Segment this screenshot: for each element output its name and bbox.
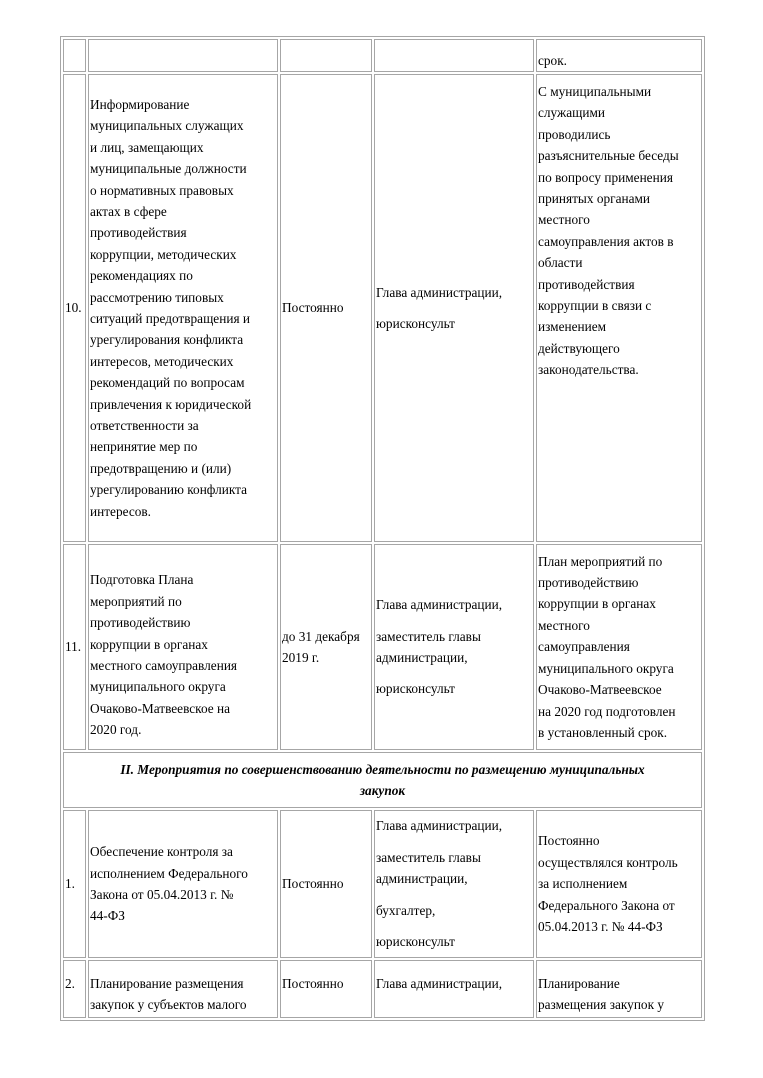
event-line: Подготовка Плана bbox=[90, 572, 194, 588]
result-line: законодательства. bbox=[538, 362, 639, 378]
term-text: Постоянно bbox=[282, 876, 344, 892]
event-cell bbox=[88, 960, 278, 1018]
responsible-line: юрисконсульт bbox=[376, 681, 455, 697]
result-line: противодействия bbox=[538, 276, 635, 292]
result-line: Планирование bbox=[538, 976, 620, 991]
term-line: 2019 г. bbox=[282, 650, 320, 665]
event-cell bbox=[88, 39, 278, 72]
result-line: С муниципальными bbox=[538, 84, 652, 99]
event-line: и лиц, замещающих bbox=[90, 139, 204, 155]
event-line: коррупции, методических bbox=[90, 246, 237, 262]
section-heading bbox=[63, 752, 702, 808]
result-line: размещения закупок у bbox=[538, 997, 665, 1013]
responsible-line: Глава администрации, bbox=[376, 284, 503, 300]
result-line: Очаково-Матвеевское bbox=[538, 682, 662, 698]
event-line: Очаково-Матвеевское на bbox=[90, 700, 231, 716]
result-cell bbox=[536, 74, 702, 542]
term-line: до 31 декабря bbox=[282, 628, 360, 644]
responsible-line: юрисконсульт bbox=[376, 934, 455, 950]
row-number-cell bbox=[63, 544, 86, 750]
section-heading-row bbox=[63, 752, 702, 808]
event-line: противодействия bbox=[90, 225, 187, 241]
result-cell bbox=[536, 960, 702, 1018]
result-line: 05.04.2013 г. № 44-ФЗ bbox=[538, 919, 663, 935]
result-line: разъяснительные беседы bbox=[538, 148, 679, 164]
term-cell bbox=[280, 74, 372, 542]
result-line: служащими bbox=[538, 105, 605, 121]
result-line: области bbox=[538, 255, 583, 271]
event-line: урегулированию конфликта bbox=[90, 482, 248, 498]
event-line: рассмотрению типовых bbox=[90, 289, 224, 305]
table-row bbox=[63, 544, 702, 750]
event-line: урегулирования конфликта bbox=[90, 332, 244, 348]
event-line: Информирование bbox=[90, 96, 190, 112]
row-number: 2. bbox=[65, 976, 75, 991]
event-cell bbox=[88, 810, 278, 958]
table-row bbox=[63, 960, 702, 1018]
event-line: Планирование размещения bbox=[90, 976, 244, 991]
result-line: Федерального Закона от bbox=[538, 897, 675, 913]
term-text: Постоянно bbox=[282, 976, 344, 991]
result-line: коррупции в связи с bbox=[538, 298, 652, 314]
term-text: Постоянно bbox=[282, 300, 344, 316]
event-line: интересов. bbox=[90, 503, 151, 519]
responsible-text: Глава администрации, bbox=[376, 976, 503, 991]
row-number: 10. bbox=[65, 300, 82, 316]
result-cell bbox=[536, 810, 702, 958]
result-cell bbox=[536, 39, 702, 72]
event-line: Закона от 05.04.2013 г. № bbox=[90, 887, 234, 902]
event-line: муниципальные должности bbox=[90, 161, 247, 177]
event-line: ответственности за bbox=[90, 418, 199, 434]
event-line: мероприятий по bbox=[90, 593, 182, 609]
result-line: действующего bbox=[538, 340, 620, 356]
responsible-cell bbox=[374, 810, 534, 958]
event-line: коррупции в органах bbox=[90, 636, 208, 652]
responsible-line: юрисконсульт bbox=[376, 316, 455, 331]
result-text: срок. bbox=[538, 52, 567, 68]
term-cell bbox=[280, 960, 372, 1018]
result-line: в установленный срок. bbox=[538, 724, 668, 740]
event-line: местного самоуправления bbox=[90, 658, 238, 673]
result-line: за исполнением bbox=[538, 876, 628, 892]
event-cell bbox=[88, 544, 278, 750]
responsible-line: Глава администрации, bbox=[376, 597, 503, 613]
responsible-line: администрации, bbox=[376, 650, 468, 665]
responsible-line: Глава администрации, bbox=[376, 818, 503, 834]
responsible-cell bbox=[374, 39, 534, 72]
row-number-cell bbox=[63, 960, 86, 1018]
event-line: исполнением Федерального bbox=[90, 865, 248, 881]
section-heading-line: II. Мероприятия по совершенствованию деятельности по размещению муниципальных bbox=[120, 761, 645, 777]
result-line: коррупции в органах bbox=[538, 596, 656, 612]
event-line: муниципального округа bbox=[90, 679, 226, 695]
event-line: Обеспечение контроля за bbox=[90, 844, 233, 860]
result-line: проводились bbox=[538, 126, 611, 142]
responsible-cell bbox=[374, 544, 534, 750]
responsible-line: заместитель главы bbox=[376, 849, 481, 865]
event-cell bbox=[88, 74, 278, 542]
responsible-line: администрации, bbox=[376, 871, 468, 887]
event-line: о нормативных правовых bbox=[90, 182, 234, 198]
section-heading-line: закупок bbox=[359, 783, 406, 798]
event-line: муниципальных служащих bbox=[90, 118, 244, 134]
result-line: муниципального округа bbox=[538, 660, 674, 676]
table-row bbox=[63, 74, 702, 542]
result-line: осуществлялся контроль bbox=[538, 854, 678, 870]
result-line: местного bbox=[538, 617, 590, 633]
term-cell bbox=[280, 39, 372, 72]
event-line: рекомендациях по bbox=[90, 268, 193, 284]
event-line: непринятие мер по bbox=[90, 439, 198, 455]
event-line: актах в сфере bbox=[90, 203, 167, 219]
result-line: Постоянно bbox=[538, 833, 600, 849]
event-line: предотвращению и (или) bbox=[90, 460, 232, 476]
term-cell bbox=[280, 544, 372, 750]
responsible-cell bbox=[374, 74, 534, 542]
event-line: ситуаций предотвращения и bbox=[90, 311, 250, 326]
result-line: изменением bbox=[538, 319, 607, 335]
row-number: 11. bbox=[65, 639, 82, 655]
responsible-cell bbox=[374, 960, 534, 1018]
result-line: принятых органами bbox=[538, 191, 651, 207]
result-line: местного bbox=[538, 212, 590, 228]
result-line: на 2020 год подготовлен bbox=[538, 703, 676, 719]
row-number-cell bbox=[63, 810, 86, 958]
row-number-cell bbox=[63, 74, 86, 542]
result-line: самоуправления bbox=[538, 639, 630, 655]
result-line: План мероприятий по bbox=[538, 553, 663, 569]
event-line: закупок у субъектов малого bbox=[90, 997, 247, 1013]
responsible-line: бухгалтер, bbox=[376, 902, 436, 918]
result-line: самоуправления актов в bbox=[538, 233, 674, 249]
result-cell bbox=[536, 544, 702, 750]
row-number-cell bbox=[63, 39, 86, 72]
row-number: 1. bbox=[65, 876, 75, 892]
event-line: 44-ФЗ bbox=[90, 908, 125, 924]
event-line: интересов, методических bbox=[90, 353, 234, 369]
table-row bbox=[63, 810, 702, 958]
event-line: рекомендаций по вопросам bbox=[90, 375, 245, 391]
measures-table bbox=[60, 36, 705, 1021]
event-line: 2020 год. bbox=[90, 722, 142, 738]
responsible-line: заместитель главы bbox=[376, 628, 481, 644]
table-row bbox=[63, 39, 702, 72]
event-line: противодействию bbox=[90, 615, 191, 631]
event-line: привлечения к юридической bbox=[90, 396, 252, 412]
result-line: по вопросу применения bbox=[538, 169, 673, 185]
term-cell bbox=[280, 810, 372, 958]
result-line: противодействию bbox=[538, 575, 639, 591]
